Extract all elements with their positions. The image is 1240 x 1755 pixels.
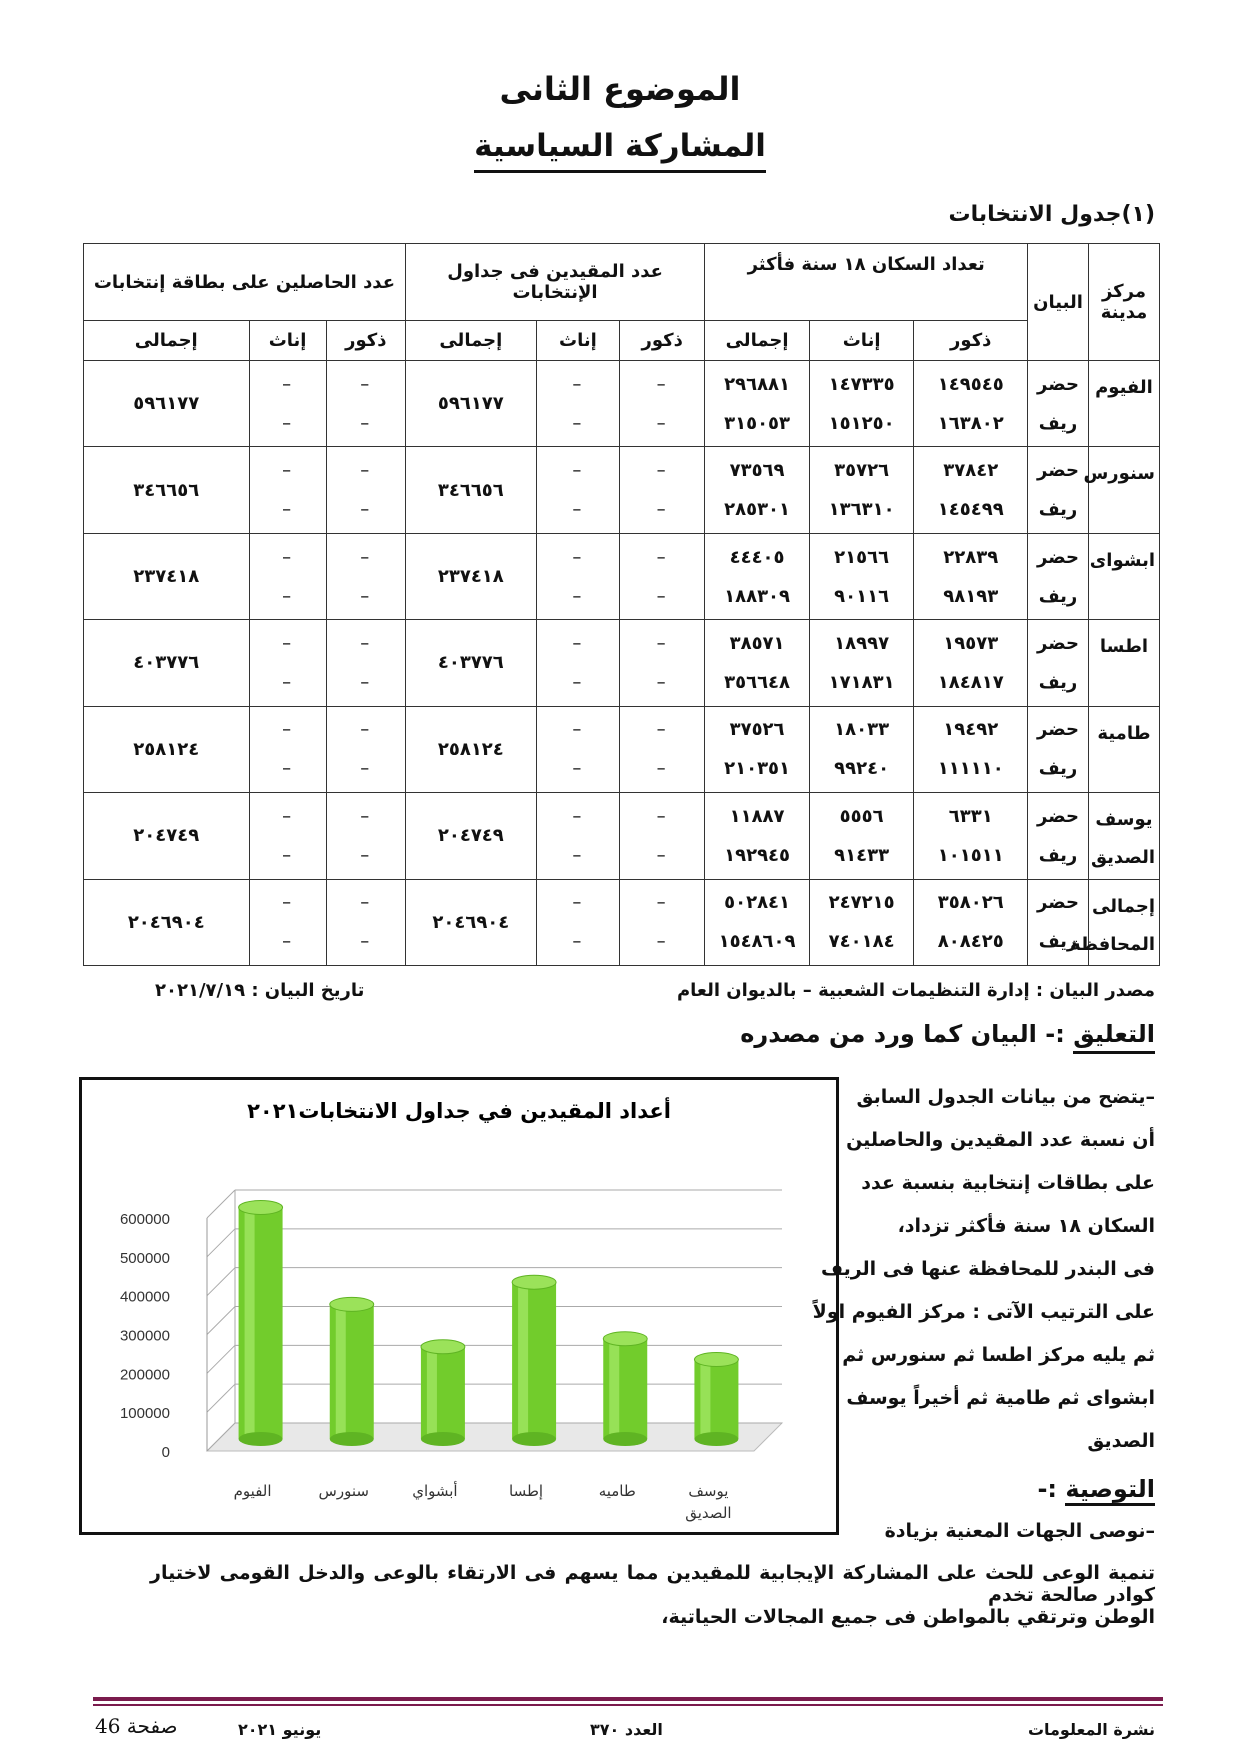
pop-total-rural: ٢١٠٣٥١ [724,758,791,780]
reg-female-urban: – [572,805,584,827]
card-male-urban: – [360,546,372,568]
table-row [84,447,1160,533]
area-type [1028,706,1089,792]
card-male-rural: – [360,844,372,866]
pop-female-rural: ٩٠١١٦ [834,585,890,607]
reg-male-urban: – [656,373,668,395]
comment [740,1020,1155,1048]
center-name: اطسا [1088,620,1159,706]
bar-top [694,1352,738,1366]
analysis-line: الصديق [1087,1430,1155,1452]
pop-female-urban: ٢٤٧٢١٥ [828,892,895,914]
bar-highlight [700,1359,710,1439]
bar-base [330,1432,374,1446]
card-female-urban: – [282,460,294,482]
pop-male-urban: ٦٣٣١ [948,805,993,827]
bar-highlight [609,1339,619,1439]
card-female-urban: – [282,373,294,395]
card-male [326,620,405,706]
pop-female-rural: ١٣٦٣١٠ [828,499,895,521]
comment-text: :- البيان كما ورد من مصدره [740,1020,1065,1048]
pop-male-rural: ١٦٣٨٠٢ [937,412,1004,434]
card-female [249,361,326,447]
pop-male-urban: ١٤٩٥٤٥ [937,373,1004,395]
x-tick-label: يوسف [688,1482,729,1500]
bar-top [512,1275,556,1289]
pop-total-urban: ٤٤٤٠٥ [729,546,785,568]
pop-female-rural: ٩١٤٣٣ [834,844,890,866]
reg-male [620,361,705,447]
chart-svg [82,1080,836,1532]
analysis-line: –يتضح من بيانات الجدول السابق [856,1086,1155,1108]
reg-male-urban: – [656,805,668,827]
x-tick-label: أبشواي [412,1482,458,1500]
analysis-line: على بطاقات إنتخابية بنسبة عدد [861,1172,1155,1194]
header-pop-male: ذكور [914,321,1028,361]
card-male-urban: – [360,892,372,914]
pop-male [914,620,1028,706]
card-male-urban: – [360,460,372,482]
reg-female-urban: – [572,892,584,914]
card-male-urban: – [360,805,372,827]
header-population: تعداد السكان ١٨ سنة فأكثر [705,244,1028,321]
card-male-rural: – [360,499,372,521]
reg-total: ٤٠٣٧٧٦ [405,620,536,706]
card-male-rural: – [360,758,372,780]
reg-female [536,706,619,792]
reg-total: ٢٠٤٧٤٩ [405,793,536,879]
header-reg-total: إجمالى [405,321,536,361]
pop-female-rural: ١٧١٨٣١ [828,671,895,693]
reg-female-rural: – [572,499,584,521]
bar-top [330,1297,374,1311]
pop-total [705,793,810,879]
gridline-diagonal [207,1384,235,1412]
pop-male-rural: ١١١١١٠ [937,758,1004,780]
analysis-line: على الترتيب الآتى : مركز الفيوم اولاً [812,1301,1155,1323]
chart-title: أعداد المقيدين في جداول الانتخابات٢٠٢١ [247,1099,671,1123]
footer-rule-thin [93,1704,1163,1706]
y-tick-label: 0 [161,1444,170,1461]
bar-top [239,1200,283,1214]
card-female-urban: – [282,805,294,827]
pop-total-urban: ٢٩٦٨٨١ [724,373,791,395]
pop-female [809,533,914,619]
pop-male [914,447,1028,533]
recommendation-heading: التوصية [1065,1475,1155,1506]
header-card-male: ذكور [326,321,405,361]
gridline-diagonal [207,1307,235,1335]
gridline-diagonal [207,1229,235,1257]
area-type-urban: حضر [1037,632,1079,654]
center-name: الفيوم [1088,361,1159,447]
bar-base [421,1432,465,1446]
pop-female [809,447,914,533]
card-male [326,879,405,965]
area-type [1028,793,1089,879]
card-male [326,361,405,447]
analysis-line: السكان ١٨ سنة فأكثر تزداد، [897,1215,1155,1237]
card-female-urban: – [282,632,294,654]
pop-total [705,361,810,447]
center-name: ابشواى [1088,533,1159,619]
reg-male-rural: – [656,931,668,953]
reg-total: ٢٠٤٦٩٠٤ [405,879,536,965]
reg-female [536,793,619,879]
area-type-rural: ريف [1038,844,1078,866]
pop-female-urban: ٢١٥٦٦ [834,546,890,568]
y-tick-label: 500000 [119,1249,170,1267]
reg-female-urban: – [572,719,584,741]
pop-female-urban: ٣٥٧٢٦ [834,460,890,482]
footer-page-number: صفحة 46 [95,1714,178,1738]
bar-base [512,1432,556,1446]
card-total: ٢٠٤٦٩٠٤ [84,879,250,965]
area-type [1028,533,1089,619]
pop-total-rural: ١٥٤٨٦٠٩ [718,931,796,953]
reg-male-rural: – [656,499,668,521]
pop-total-urban: ٣٨٥٧١ [729,632,785,654]
reg-male [620,793,705,879]
pop-female [809,793,914,879]
header-cards: عدد الحاصلين على بطاقة إنتخابات [84,244,406,321]
reg-female [536,447,619,533]
header-card-female: إناث [249,321,326,361]
card-female-rural: – [282,931,294,953]
area-type [1028,447,1089,533]
bar-top [603,1332,647,1346]
pop-total [705,706,810,792]
bar-highlight [427,1347,437,1439]
center-name: طامية [1088,706,1159,792]
y-tick-label: 600000 [119,1211,170,1228]
area-type-urban: حضر [1037,373,1079,395]
y-tick-label: 100000 [119,1405,170,1423]
reg-total: ٥٩٦١٧٧ [405,361,536,447]
card-male-rural: – [360,671,372,693]
pop-total-rural: ١٩٢٩٤٥ [724,844,791,866]
reg-female [536,361,619,447]
pop-female-urban: ١٨٠٣٣ [834,719,890,741]
card-female [249,793,326,879]
card-total: ٢٥٨١٢٤ [84,706,250,792]
reg-male-urban: – [656,892,668,914]
gridline-diagonal [207,1268,235,1296]
pop-male-rural: ١٠١٥١١ [937,844,1004,866]
area-type [1028,361,1089,447]
x-tick-label: طاميه [598,1482,636,1500]
card-male-urban: – [360,719,372,741]
x-tick-label: الفيوم [233,1482,272,1500]
pop-male-rural: ٨٠٨٤٢٥ [937,931,1004,953]
topic-title: الموضوع الثانى [499,70,741,108]
card-total: ٢٣٧٤١٨ [84,533,250,619]
header-pop-female: إناث [809,321,914,361]
card-total: ٢٠٤٧٤٩ [84,793,250,879]
reg-female [536,879,619,965]
card-male [326,447,405,533]
card-male [326,533,405,619]
recommendation-line-1: –نوصى الجهات المعنية بزيادة [884,1520,1155,1542]
area-type-rural: ريف [1038,499,1078,521]
header-card-total: إجمالى [84,321,250,361]
card-female [249,533,326,619]
table-row [84,879,1160,965]
analysis-line: ابشواى ثم طامية ثم أخيراً يوسف [846,1387,1155,1409]
card-female [249,879,326,965]
reg-male [620,447,705,533]
pop-total-urban: ١١٨٨٧ [729,805,785,827]
x-tick-label: الصديق [685,1504,732,1522]
card-female-rural: – [282,758,294,780]
pop-male [914,793,1028,879]
reg-female-urban: – [572,373,584,395]
pop-total-rural: ١٨٨٣٠٩ [724,585,791,607]
reg-male [620,706,705,792]
reg-female-urban: – [572,546,584,568]
reg-female-rural: – [572,412,584,434]
gridline-diagonal [207,1190,235,1218]
pop-female-urban: ١٤٧٣٣٥ [828,373,895,395]
registered-voters-chart [79,1077,839,1535]
y-tick-label: 400000 [119,1288,170,1306]
pop-total-urban: ٣٧٥٢٦ [729,719,785,741]
pop-male [914,533,1028,619]
pop-female [809,361,914,447]
pop-male-urban: ٢٢٨٣٩ [943,546,999,568]
header-center: مركز مدينة [1088,244,1159,361]
card-female [249,706,326,792]
bar-base [603,1432,647,1446]
card-male-rural: – [360,931,372,953]
header-pop-total: إجمالى [705,321,810,361]
analysis-line: فى البندر للمحافظة عنها فى الريف [820,1258,1155,1280]
reg-male-urban: – [656,460,668,482]
reg-female-rural: – [572,585,584,607]
reg-male-rural: – [656,758,668,780]
x-tick-label: إطسا [509,1482,544,1500]
area-type-rural: ريف [1038,412,1078,434]
reg-female-rural: – [572,844,584,866]
card-female-rural: – [282,412,294,434]
header-data: البيان [1028,244,1089,361]
reg-male-urban: – [656,546,668,568]
recommendation-suffix: :- [1037,1475,1058,1503]
pop-total-urban: ٧٣٥٦٩ [729,460,785,482]
table-row [84,361,1160,447]
header-registered: عدد المقيدين فى جداول الإنتخابات [405,244,704,321]
bar-highlight [518,1282,528,1439]
card-female-rural: – [282,499,294,521]
pop-total [705,620,810,706]
pop-female-rural: ٩٩٢٤٠ [834,758,890,780]
x-tick-label: سنورس [318,1482,369,1500]
reg-total: ٢٣٧٤١٨ [405,533,536,619]
reg-male [620,620,705,706]
data-source: مصدر البيان : إدارة التنظيمات الشعبية – بالديوان العام [676,980,1155,1001]
pop-total [705,447,810,533]
card-total: ٣٤٦٦٥٦ [84,447,250,533]
table-caption: (١)جدول الانتخابات [948,202,1155,227]
card-total: ٥٩٦١٧٧ [84,361,250,447]
pop-male-urban: ١٩٥٧٣ [943,632,999,654]
table-row [84,533,1160,619]
bar-base [694,1432,738,1446]
card-female-urban: – [282,892,294,914]
reg-male [620,879,705,965]
reg-male [620,533,705,619]
bar-base [239,1432,283,1446]
card-female [249,620,326,706]
card-male [326,793,405,879]
area-type-rural: ريف [1038,758,1078,780]
card-female-urban: – [282,719,294,741]
bar-highlight [336,1304,346,1439]
pop-total-rural: ٢٨٥٣٠١ [724,499,791,521]
reg-male-rural: – [656,585,668,607]
pop-total [705,533,810,619]
pop-male-rural: ١٤٥٤٩٩ [937,499,1004,521]
pop-female-urban: ٥٥٥٦ [839,805,884,827]
area-type-rural: ريف [1038,671,1078,693]
center-name: إجمالى المحافظة [1088,879,1159,965]
recommendation [1037,1475,1155,1503]
bar-top [421,1340,465,1354]
pop-male-urban: ٣٥٨٠٢٦ [937,892,1004,914]
header-reg-male: ذكور [620,321,705,361]
area-type-urban: حضر [1037,805,1079,827]
pop-male-urban: ٣٧٨٤٢ [943,460,999,482]
pop-male-rural: ١٨٤٨١٧ [937,671,1004,693]
analysis-paragraph [800,1076,1155,1463]
table-row [84,706,1160,792]
reg-male-rural: – [656,844,668,866]
reg-female-urban: – [572,632,584,654]
card-female [249,447,326,533]
card-total: ٤٠٣٧٧٦ [84,620,250,706]
table-row [84,793,1160,879]
pop-female [809,879,914,965]
footer-publication: نشرة المعلومات [1027,1720,1155,1739]
pop-female [809,706,914,792]
bar-highlight [245,1207,255,1439]
analysis-line: أن نسبة عدد المقيدين والحاصلين [846,1129,1155,1151]
card-female-rural: – [282,844,294,866]
comment-heading: التعليق [1073,1020,1155,1054]
header-reg-female: إناث [536,321,619,361]
reg-female-urban: – [572,460,584,482]
reg-female [536,620,619,706]
area-type-urban: حضر [1037,892,1079,914]
card-male-urban: – [360,373,372,395]
pop-total [705,879,810,965]
pop-female-rural: ١٥١٢٥٠ [828,412,895,434]
recommendation-line-2: تنمية الوعى للحث على المشاركة الإيجابية للمقيدين مما يسهم فى الارتقاء بالوعى والدخل القومى لاختيار كوادر صالحة تخدم [150,1562,1155,1606]
y-tick-label: 300000 [119,1327,170,1345]
center-name: سنورس [1088,447,1159,533]
pop-female-urban: ١٨٩٩٧ [834,632,890,654]
pop-total-urban: ٥٠٢٨٤١ [724,892,791,914]
analysis-line: ثم يليه مركز اطسا ثم سنورس ثم [842,1344,1155,1366]
card-female-urban: – [282,546,294,568]
table-row [84,620,1160,706]
card-male [326,706,405,792]
pop-total-rural: ٣٥٦٦٤٨ [724,671,791,693]
pop-male [914,879,1028,965]
reg-male-rural: – [656,671,668,693]
card-female-rural: – [282,671,294,693]
pop-female-rural: ٧٤٠١٨٤ [828,931,895,953]
card-male-rural: – [360,585,372,607]
card-female-rural: – [282,585,294,607]
reg-female-rural: – [572,931,584,953]
reg-male-urban: – [656,632,668,654]
pop-female [809,620,914,706]
area-type-rural: ريف [1038,931,1078,953]
reg-male-rural: – [656,412,668,434]
area-type-urban: حضر [1037,546,1079,568]
card-male-urban: – [360,632,372,654]
reg-total: ٣٤٦٦٥٦ [405,447,536,533]
reg-female-rural: – [572,671,584,693]
gridline-diagonal [207,1345,235,1373]
pop-total-rural: ٣١٥٠٥٣ [724,412,791,434]
reg-total: ٢٥٨١٢٤ [405,706,536,792]
area-type [1028,620,1089,706]
card-male-rural: – [360,412,372,434]
reg-male-urban: – [656,719,668,741]
center-name: يوسف الصديق [1088,793,1159,879]
y-tick-label: 200000 [119,1366,170,1384]
subject-title: المشاركة السياسية [0,128,1240,164]
area-type-urban: حضر [1037,460,1079,482]
reg-female-rural: – [572,758,584,780]
footer-issue: العدد ٣٧٠ [590,1720,663,1739]
footer-month: يونيو ٢٠٢١ [238,1720,322,1739]
elections-table [83,243,1160,966]
footer-rule [93,1697,1163,1701]
area-type-urban: حضر [1037,719,1079,741]
area-type-rural: ريف [1038,585,1078,607]
pop-male-urban: ١٩٤٩٢ [943,719,999,741]
data-date: تاريخ البيان : ٢٠٢١/٧/١٩ [155,980,365,1001]
pop-male [914,706,1028,792]
pop-male [914,361,1028,447]
recommendation-line-3: الوطن وترتقي بالمواطن فى جميع المجالات الحياتية، [661,1606,1155,1628]
reg-female [536,533,619,619]
pop-male-rural: ٩٨١٩٣ [943,585,999,607]
